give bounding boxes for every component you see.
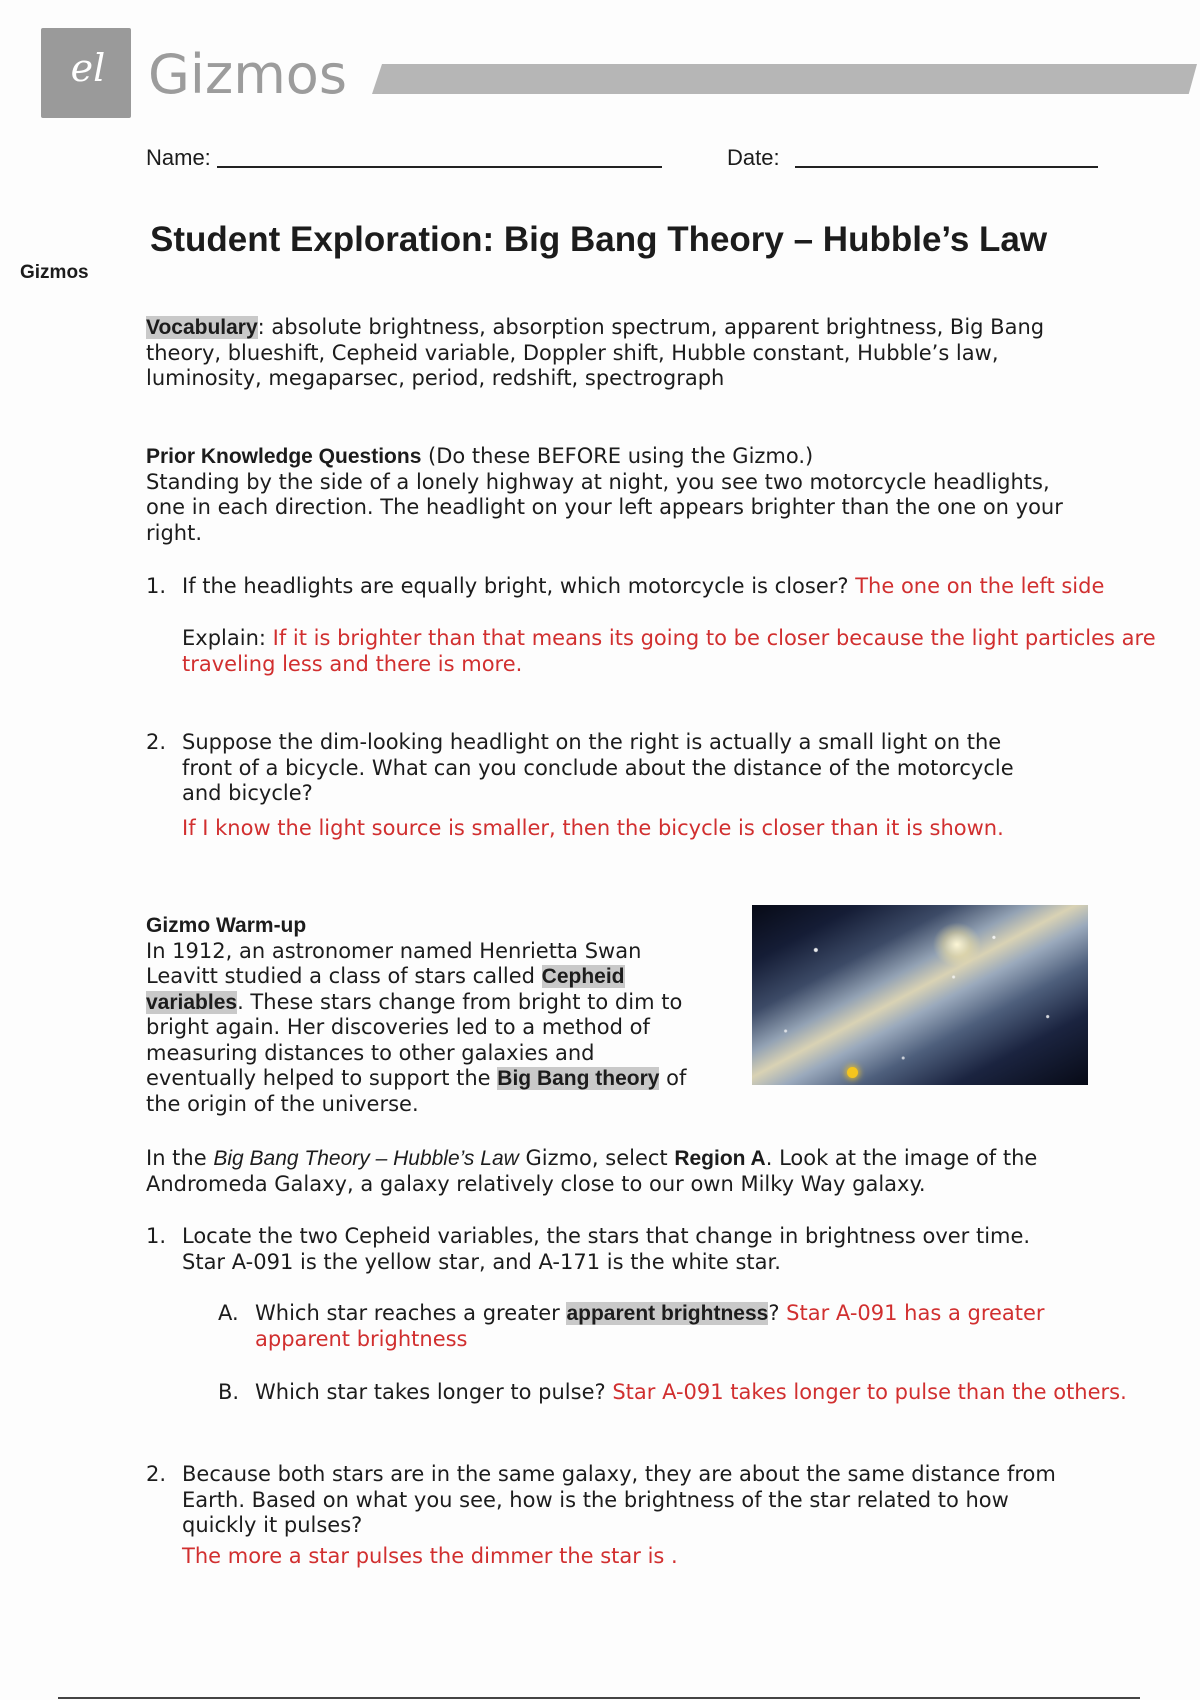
select-text-3: . Look at the image of the Andromeda Galaxy, a galaxy relatively close to our own Milky Way galaxy. [146,1146,1038,1196]
warmup-heading: Gizmo Warm-up [146,914,307,937]
name-line[interactable] [217,166,662,168]
question-number: 1. [146,574,167,598]
warmup-select [146,1146,1086,1197]
question-number: 2. [146,730,167,754]
vocabulary [146,315,1076,392]
prior-knowledge-heading: Prior Knowledge Questions [146,445,422,468]
brand-name: Gizmos [148,43,347,106]
warmup-text-1: In 1912, an astronomer named Henrietta Swan Leavitt studied a class of stars called [146,938,642,988]
term-apparent-brightness: apparent brightness [566,1302,769,1325]
part-a-question-end: ? [768,1301,780,1325]
vocabulary-terms: : absolute brightness, absorption spectrum, apparent brightness, Big Bang theory, blueshift, Cepheid variable, Doppler shift, Hubble constant, Hubble’s law, luminosity, megaparsec, period, redshift, spectrograph [146,315,1045,390]
question-text: If the headlights are equally bright, which motorcycle is closer? [182,574,849,598]
explain-label: Explain: [182,626,266,650]
andromeda-galaxy-image [752,905,1088,1085]
warmup-intro [146,913,701,1117]
yellow-star-marker [847,1067,858,1078]
warmup-text-2: . These stars change from bright to dim to bright again. Her discoveries led to a method of measuring distances to other galaxies and eventually helped to support the [146,989,683,1090]
gizmo-name: Big Bang Theory – Hubble’s Law [213,1147,519,1170]
term-bigbang: Big Bang theory [497,1067,660,1090]
date-label: Date: [727,145,780,170]
header-bar [372,64,1197,94]
select-text-2: Gizmo, select [518,1146,675,1170]
part-a-question: Which star reaches a greater [255,1301,567,1325]
date-line[interactable] [795,166,1098,168]
side-label: Gizmos [20,262,89,283]
part-letter: B. [218,1380,240,1404]
vocabulary-label: Vocabulary [146,316,258,339]
warmup-part-a [255,1301,1125,1352]
prior-question-1 [182,574,1192,600]
name-label: Name: [146,145,211,170]
page-title: Student Exploration: Big Bang Theory – Hubble’s Law [150,220,1048,259]
logo-mark: el [70,46,106,90]
warmup-text-3: of the origin of the universe. [146,1066,687,1116]
part-letter: A. [218,1301,239,1325]
question-number: 2. [146,1462,167,1486]
part-a-answer: Star A-091 has a greater apparent brightness [255,1301,1045,1351]
term-cepheid: Cepheid variables [146,965,625,1014]
bottom-divider [58,1697,1140,1699]
prior-answer-2: If I know the light source is smaller, then the bicycle is closer than it is shown. [182,816,1004,840]
prior-question-2: Suppose the dim-looking headlight on the right is actually a small light on the front of a bicycle. What can you conclude about the distance of the motorcycle and bicycle? [182,730,1014,805]
prior-knowledge [146,444,1076,546]
warmup-answer-2: The more a star pulses the dimmer the star is . [182,1544,678,1568]
prior-explain-1 [182,626,1192,677]
warmup-question-2: Because both stars are in the same galaxy, they are about the same distance from Earth. Based on what you see, how is the brightness of the star related to how quickly it pulses? [182,1462,1056,1537]
prior-knowledge-intro: Standing by the side of a lonely highway at night, you see two motorcycle headlights, one in each direction. The headlight on your left appears brighter than the one on your right. [146,469,1063,545]
answer-text: The one on the left side [855,574,1105,598]
part-b-answer: Star A-091 takes longer to pulse than the others. [612,1380,1127,1404]
question-number: 1. [146,1224,167,1248]
select-text-1: In the [146,1146,214,1170]
prior-knowledge-note: (Do these BEFORE using the Gizmo.) [421,444,814,468]
region-name: Region A [674,1147,766,1170]
part-b-question: Which star takes longer to pulse? [255,1380,606,1404]
explain-answer: If it is brighter than that means its going to be closer because the light particles are traveling less and there is more. [182,626,1156,676]
warmup-question-1: Locate the two Cepheid variables, the stars that change in brightness over time. Star A-091 is the yellow star, and A-171 is the white star. [182,1224,1031,1274]
warmup-part-b [255,1380,1195,1406]
